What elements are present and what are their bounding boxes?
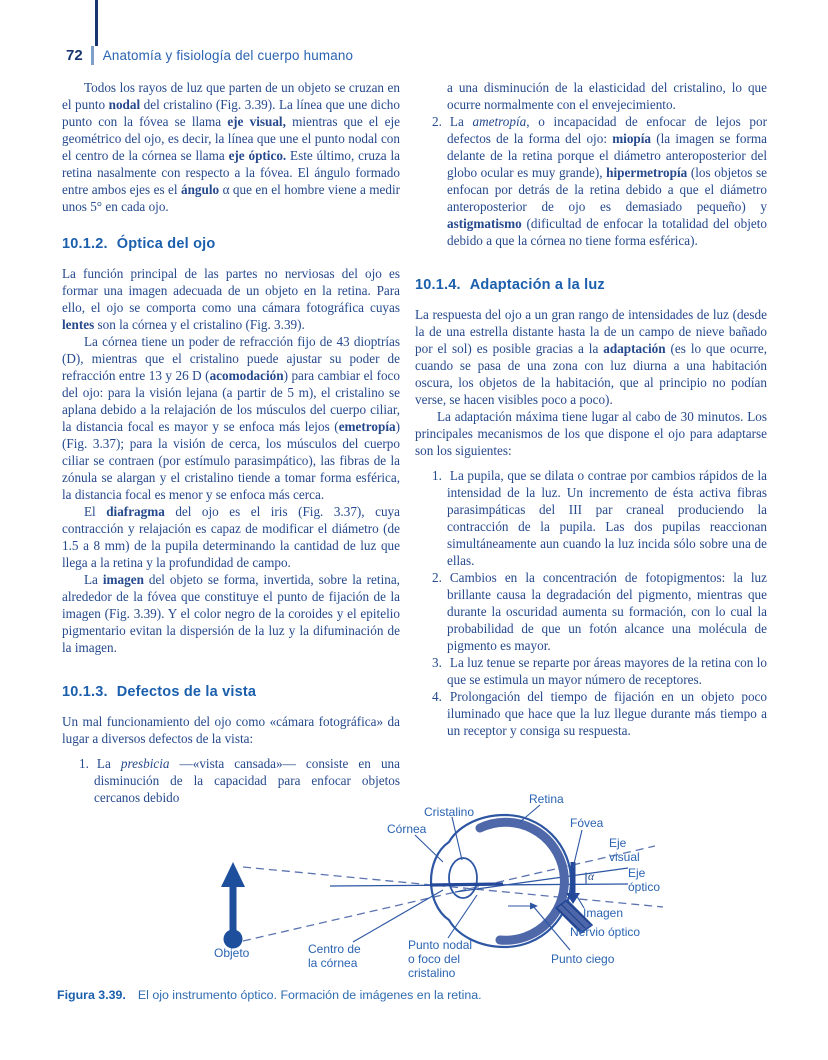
label-centro-cornea: Centro de la córnea [308,942,361,970]
optic-axis-thick-segment [430,884,503,885]
label-imagen: Imagen [583,906,624,920]
label-nervio-optico: Nervio óptico [570,925,641,939]
object-arrow-shaft [230,885,237,933]
figure-caption-text: El ojo instrumento óptico. Formación de imágenes en la retina. [137,988,482,1002]
body-paragraph: La respuesta del ojo a un gran rango de intensidades de luz (desde la de una estrella distante hasta la de un campo de nieve bañado por el sol) es posible gracias a la adaptación (es lo que ocurre, cuando se pasa de una zona con luz diurna a una habitación oscura, los objetos de la habitación, que al principio no podían verse, se hacen visibles poco a poco). [415,307,768,407]
body-paragraph: La adaptación máxima tiene lugar al cabo de 30 minutos. Los principales mecanismos de los que dispone el ojo para adaptarse son los siguientes: [415,409,767,458]
section-heading-optica-del-ojo: 10.1.2. Óptica del ojo [62,236,216,252]
body-paragraph: La córnea tiene un poder de refracción fijo de 43 dioptrías (D), mientras que el cristalino puede ajustar su poder de refracción entre 13 y 26 D (acomodación) para cambiar el foco del ojo: para la visión lejana (a partir de 5 m), el cristalino se aplana debido a la relajación de los músculos del cuerpo ciliar, la distancia focal es mayor y se enfoca más lejos (emetropía) (Fig. 3.37); para la visión de cerca, los músculos del cuerpo ciliar se contraen (por estímulo parasimpático), las fibras de la zónula se alargan y el cristalino tiende a tomar forma esférica, la distancia focal es menor y se enfoca más cerca. [62,334,401,502]
right-column [415,79,767,806]
list-item-continuation: a una disminución de la elasticidad del cristalino, lo que ocurre normalmente con el envejecimiento. [447,80,767,112]
label-cornea: Córnea [387,822,427,836]
label-eje-optico: Eje óptico [628,866,661,894]
label-objeto: Objeto [214,946,250,960]
list-item: 1. La presbicia —«vista cansada»— consiste en una disminución de la capacidad para enfocar objetos cercanos debido [79,756,400,805]
list-item: 2. La ametropía, o incapacidad de enfocar de lejos por defectos de la forma del ojo: miopía (la imagen se forma delante de la retina porque el diámetro anteroposterior del globo ocular es muy grande), hipermetropía (los objetos se enfocan por detrás de la retina debido a que el diámetro anteroposterior de ojo es demasiado pequeño) y astigmatismo (dificultad de enfocar la totalidad del objeto debido a que la córnea no tiene forma esférica). [432,114,768,248]
label-eje-visual: Eje visual [609,836,640,864]
body-paragraph: La imagen del objeto se forma, invertida, sobre la retina, alrededor de la fóvea que constituye el punto de fijación de la imagen (Fig. 3.39). Y el color negro de la coroides y el epitelio pigmentario evitan la dispersión de la luz y la difuminación de la imagen. [62,572,400,655]
label-alpha-angle: α [588,871,595,883]
leader-cristalino [452,817,462,860]
list-item: 2. Cambios en la concentración de fotopigmentos: la luz brillante causa la degradación del pigmento, mientras que durante la oscuridad aumenta su formación, con lo cual la probabilidad de que un fotón alcance una molécula de pigmento es mayor. [432,570,767,653]
leader-cornea [415,835,443,862]
label-fovea: Fóvea [570,816,604,830]
running-header-title: Anatomía y fisiología del cuerpo humano [102,47,354,63]
body-paragraph: Todos los rayos de luz que parten de un objeto se cruzan en el punto nodal del cristalino (Fig. 3.39). La línea que une dicho punto con la fóvea se llama eje visual, mientras que el eje geométrico del ojo, es decir, la línea que une el punto nodal con el centro de la córnea se llama eje óptico. Este último, cruza la retina nasalmente con respecto a la fóvea. El ángulo formado entre ambos ejes es el ángulo α que en el hombre viene a medir unos 5° en cada ojo. [62,80,401,214]
two-column-text [62,79,767,806]
punto-ciego-arrow-head [530,903,538,910]
section-heading-defectos-de-la-vista: 10.1.3. Defectos de la vista [62,684,257,700]
body-paragraph: Un mal funcionamiento del ojo como «cámara fotográfica» da lugar a diversos defectos de la vista: [62,714,400,746]
figure-caption [57,988,767,1002]
top-accent-rule [95,0,98,46]
body-paragraph: El diafragma del ojo es el iris (Fig. 3.37), cuya contracción y relajación es capaz de modificar el diámetro (de 1.5 a 8 mm) de la pupila determinando la cantidad de luz que llega a la retina y la profundidad de campo. [62,504,400,570]
list-item: 1. La pupila, que se dilata o contrae por cambios rápidos de la intensidad de la luz. Un incremento de ésta activa fibras parasimpáticas del III par craneal produciendo la contracción de la pupila. Las dos pupilas reaccionan simultáneamente aun cuando la luz incida sólo sobre una de ellas. [432,468,767,568]
leader-centro-cornea [353,890,443,942]
list-item: 4. Prolongación del tiempo de fijación en un objeto poco iluminado que hace que la luz llegue durante más tiempo a un receptor y consiga su respuesta. [432,689,767,738]
header-separator [91,46,94,65]
label-cristalino: Cristalino [424,805,475,819]
object-arrow [221,862,245,949]
lens-cristalino [449,858,477,898]
leader-fovea [573,830,582,868]
object-arrow-head [221,862,245,887]
left-column [62,79,400,806]
label-punto-nodal: Punto nodal o foco del cristalino [408,938,473,980]
label-retina: Retina [529,792,564,806]
figure-caption-number: Figura 3.39. [57,988,126,1002]
label-punto-ciego: Punto ciego [551,952,615,966]
page-number: 72 [66,46,83,64]
running-header [66,44,353,66]
body-paragraph: La función principal de las partes no nerviosas del ojo es formar una imagen adecuada de un objeto en la retina. Para ello, el ojo se comporta como una cámara fotográfica cuyas lentes son la córnea y el cristalino (Fig. 3.39). [62,266,400,332]
ray-from-object-tip [243,867,663,907]
list-item: 3. La luz tenue se reparte por áreas mayores de la retina con lo que se estimula un mayor número de receptores. [432,655,767,687]
section-heading-adaptacion-a-la-luz: 10.1.4. Adaptación a la luz [415,277,605,293]
retina-band [480,822,564,940]
figure-3-39 [0,780,828,985]
leader-punto-nodal [448,895,477,938]
